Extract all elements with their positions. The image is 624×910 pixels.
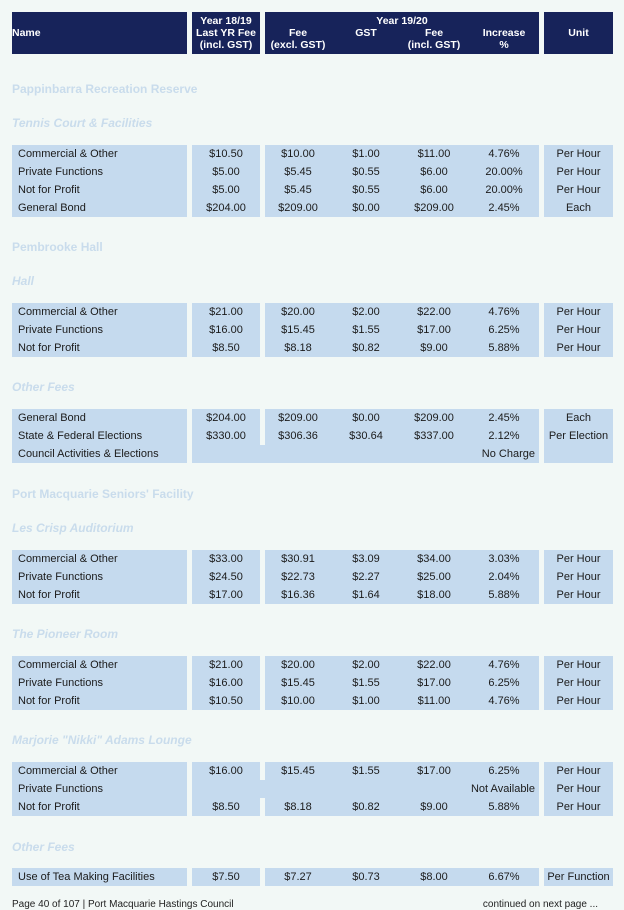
row-unit-cell [544,339,613,357]
row-fees-cell [265,427,539,445]
group-title: Other Fees [12,380,75,394]
row-name: Not for Profit [18,342,80,354]
row-last-fee: $5.00 [212,166,240,178]
row-fee-incl: $22.00 [417,659,451,671]
row-name: General Bond [18,412,86,424]
row-name-cell [12,762,187,780]
section-title: Port Macquarie Seniors' Facility [12,487,194,501]
header-fee-excl-1: Fee [288,27,308,39]
row-gst: $30.64 [349,430,383,442]
row-last-fee: $10.50 [209,695,243,707]
row-last-fee: $204.00 [206,202,246,214]
header-unit-cell [544,12,613,54]
row-last-cell [192,145,260,163]
row-name-cell [12,798,187,816]
row-name: Not for Profit [18,801,80,813]
row-gst: $0.00 [352,412,380,424]
header-fee-incl-1: Fee [424,27,444,39]
row-last-cell [192,692,260,710]
table-row [0,427,624,445]
table-row [0,586,624,604]
row-last-cell [192,339,260,357]
row-last-fee: $8.50 [212,342,240,354]
row-name: Private Functions [18,677,103,689]
group-title: Tennis Court & Facilities [12,116,153,130]
row-fee-incl: $209.00 [414,202,454,214]
row-name: Not for Profit [18,184,80,196]
row-name-cell [12,656,187,674]
table-row [0,145,624,163]
row-unit: Per Function [547,871,610,883]
row-name-cell [12,780,187,798]
row-increase: 6.67% [488,871,520,883]
table-row [0,321,624,339]
row-unit: Each [565,412,592,424]
row-last-fee: $7.50 [212,871,240,883]
row-fee-excl: $306.36 [278,430,318,442]
table-row [0,656,624,674]
row-increase: 4.76% [488,148,520,160]
row-last-cell [192,656,260,674]
row-increase: 5.88% [488,589,520,601]
row-last-fee: $10.50 [209,148,243,160]
row-increase: 6.25% [488,765,520,777]
row-name-cell [12,181,187,199]
header-fee-excl-2: (excl. GST) [270,39,326,51]
row-fee-excl: $30.91 [281,553,315,565]
row-gst: $0.82 [352,801,380,813]
row-fee-excl: $8.18 [284,342,312,354]
row-unit-cell [544,656,613,674]
table-row [0,780,624,798]
row-name: Commercial & Other [18,148,118,160]
table-row [0,762,624,780]
table-row [0,798,624,816]
header-gst: GST [355,27,377,39]
row-fee-incl: $17.00 [417,765,451,777]
row-last-cell [192,163,260,181]
row-unit: Per Hour [556,553,601,565]
row-note: No Charge [481,448,535,460]
row-last-fee: $21.00 [209,659,243,671]
page-footer [12,899,612,910]
row-name-cell [12,568,187,586]
row-last-cell [192,550,260,568]
row-name-cell [12,409,187,427]
row-unit-cell [544,868,613,886]
row-fees-cell [265,550,539,568]
table-row [0,550,624,568]
row-fee-excl: $22.73 [281,571,315,583]
row-name-cell [12,339,187,357]
row-fee-incl: $8.00 [420,871,448,883]
row-fees-cell [265,303,539,321]
row-unit: Per Hour [556,765,601,777]
row-gst: $2.00 [352,659,380,671]
row-fee-incl: $17.00 [417,677,451,689]
row-fee-incl: $209.00 [414,412,454,424]
row-increase: 6.25% [488,677,520,689]
row-increase: 20.00% [485,184,523,196]
row-unit: Per Hour [556,571,601,583]
section-title: Pappinbarra Recreation Reserve [12,82,198,96]
row-gst: $0.55 [352,184,380,196]
row-note-cell [192,445,539,463]
row-last-cell [192,303,260,321]
row-name-cell [12,427,187,445]
row-unit-cell [544,780,613,798]
row-fees-cell [265,409,539,427]
row-last-fee: $204.00 [206,412,246,424]
row-last-cell [192,568,260,586]
row-increase: 2.12% [488,430,520,442]
table-row [0,445,624,463]
row-gst: $0.55 [352,166,380,178]
row-name-cell [12,550,187,568]
row-last-fee: $24.50 [209,571,243,583]
table-row [0,199,624,217]
row-unit: Per Hour [556,589,601,601]
row-fee-excl: $209.00 [278,202,318,214]
table-row [0,409,624,427]
row-name-cell [12,586,187,604]
row-unit: Per Hour [556,677,601,689]
row-unit-cell [544,303,613,321]
row-gst: $2.27 [352,571,380,583]
row-increase: 3.03% [488,553,520,565]
row-gst: $1.64 [352,589,380,601]
row-unit: Per Hour [556,306,601,318]
row-name: Council Activities & Elections [18,448,159,460]
row-last-cell [192,868,260,886]
row-fee-incl: $11.00 [417,148,451,160]
header-name: Name [12,27,41,39]
row-fees-cell [265,339,539,357]
row-name: General Bond [18,202,86,214]
row-name: Commercial & Other [18,765,118,777]
row-unit: Per Election [548,430,609,442]
row-fee-incl: $25.00 [417,571,451,583]
row-increase: 2.04% [488,571,520,583]
row-fees-cell [265,199,539,217]
row-fee-excl: $16.36 [281,589,315,601]
row-gst: $1.00 [352,695,380,707]
row-unit-cell [544,427,613,445]
row-gst: $1.55 [352,324,380,336]
row-gst: $3.09 [352,553,380,565]
row-last-fee: $33.00 [209,553,243,565]
row-name: Use of Tea Making Facilities [18,871,155,883]
group-title: Marjorie "Nikki" Adams Lounge [12,733,192,747]
row-name: Not for Profit [18,589,80,601]
row-fee-excl: $15.45 [281,765,315,777]
row-last-cell [192,762,260,780]
row-unit-cell [544,163,613,181]
row-unit-cell [544,181,613,199]
group-title: The Pioneer Room [12,627,119,641]
row-fee-excl: $10.00 [281,695,315,707]
header-fee-incl-2: (incl. GST) [407,39,461,51]
row-unit: Each [565,202,592,214]
row-name: Private Functions [18,783,103,795]
row-last-cell [192,798,260,816]
table-row [0,568,624,586]
row-unit: Per Hour [556,324,601,336]
row-fees-cell [265,145,539,163]
row-unit: Per Hour [556,783,601,795]
row-increase: 20.00% [485,166,523,178]
header-prev-year-cell [192,12,260,54]
row-fee-incl: $11.00 [417,695,451,707]
footer-continued: continued on next page ... [482,899,598,910]
row-unit: Per Hour [556,166,601,178]
row-fees-cell [265,181,539,199]
row-last-cell [192,409,260,427]
row-unit: Per Hour [556,148,601,160]
header-cur-year-cell [265,12,539,54]
row-unit: Per Hour [556,659,601,671]
row-gst: $0.00 [352,202,380,214]
row-gst: $1.00 [352,148,380,160]
row-unit: Per Hour [556,695,601,707]
row-fee-excl: $5.45 [284,166,312,178]
row-unit-cell [544,762,613,780]
row-name-cell [12,163,187,181]
row-name-cell [12,145,187,163]
row-name: Not for Profit [18,695,80,707]
header-unit: Unit [568,27,589,39]
row-fees-cell [265,656,539,674]
row-increase: 5.88% [488,342,520,354]
row-fee-excl: $10.00 [281,148,315,160]
row-name: State & Federal Elections [18,430,143,442]
row-unit-cell [544,321,613,339]
row-unit-cell [544,409,613,427]
group-title: Other Fees [12,840,75,854]
row-last-fee: $330.00 [206,430,246,442]
row-unit-cell [544,568,613,586]
table-row [0,181,624,199]
row-fee-excl: $209.00 [278,412,318,424]
row-unit-cell [544,692,613,710]
row-increase: 4.76% [488,659,520,671]
row-name-cell [12,199,187,217]
row-last-fee: $21.00 [209,306,243,318]
row-name-cell [12,321,187,339]
row-unit-cell [544,674,613,692]
row-fees-cell [265,321,539,339]
header-prev-year: Year 18/19 [200,15,252,27]
row-fees-cell [265,868,539,886]
footer-page-info: Page 40 of 107 | Port Macquarie Hastings Council [12,899,234,910]
row-fee-incl: $9.00 [420,801,448,813]
row-fee-excl: $15.45 [281,677,315,689]
section-title: Pembrooke Hall [12,240,103,254]
header-increase-1: Increase [482,27,526,39]
row-fees-cell [265,762,539,780]
row-name-cell [12,868,187,886]
row-last-cell [192,181,260,199]
header-cur-year: Year 19/20 [376,15,428,27]
table-row [0,674,624,692]
table-row [0,303,624,321]
row-unit-cell [544,586,613,604]
row-last-cell [192,586,260,604]
row-note: Not Available [470,783,535,795]
group-title: Hall [12,274,35,288]
row-fee-incl: $6.00 [420,184,448,196]
row-last-cell [192,199,260,217]
row-unit-cell [544,145,613,163]
row-gst: $2.00 [352,306,380,318]
header-name-cell [12,12,187,54]
row-last-cell [192,674,260,692]
row-last-cell [192,321,260,339]
row-fee-incl: $9.00 [420,342,448,354]
row-name-cell [12,692,187,710]
row-increase: 6.25% [488,324,520,336]
row-fee-incl: $337.00 [414,430,454,442]
row-increase: 2.45% [488,202,520,214]
row-fee-incl: $34.00 [417,553,451,565]
row-last-fee: $17.00 [209,589,243,601]
header-prev-sub2: (incl. GST) [199,39,253,51]
row-unit-cell [544,199,613,217]
row-unit-cell [544,550,613,568]
row-unit: Per Hour [556,184,601,196]
row-fees-cell [265,798,539,816]
row-fee-incl: $22.00 [417,306,451,318]
row-unit-cell [544,798,613,816]
row-last-fee: $5.00 [212,184,240,196]
row-gst: $0.73 [352,871,380,883]
row-last-fee: $16.00 [209,677,243,689]
table-row [0,339,624,357]
row-last-fee: $16.00 [209,765,243,777]
row-fee-excl: $7.27 [284,871,312,883]
row-fee-excl: $8.18 [284,801,312,813]
group-title: Les Crisp Auditorium [12,521,134,535]
table-row [0,868,624,886]
row-last-fee: $8.50 [212,801,240,813]
row-fee-incl: $6.00 [420,166,448,178]
header-increase-2: % [499,39,509,51]
row-name: Commercial & Other [18,306,118,318]
row-name: Private Functions [18,324,103,336]
row-name-cell [12,674,187,692]
row-fees-cell [265,568,539,586]
row-fees-cell [265,586,539,604]
row-name: Commercial & Other [18,553,118,565]
row-fee-incl: $17.00 [417,324,451,336]
row-fees-cell [265,692,539,710]
row-fees-cell [265,674,539,692]
row-increase: 5.88% [488,801,520,813]
row-note-cell [192,780,539,798]
row-fees-cell [265,163,539,181]
row-increase: 2.45% [488,412,520,424]
row-name: Private Functions [18,166,103,178]
table-row [0,692,624,710]
row-last-fee: $16.00 [209,324,243,336]
row-fee-excl: $15.45 [281,324,315,336]
row-fee-excl: $20.00 [281,659,315,671]
header-prev-sub1: Last YR Fee [196,27,256,39]
row-gst: $1.55 [352,765,380,777]
row-gst: $1.55 [352,677,380,689]
row-unit: Per Hour [556,342,601,354]
row-name: Private Functions [18,571,103,583]
row-unit-cell [544,445,613,463]
row-name-cell [12,445,187,463]
row-fee-excl: $5.45 [284,184,312,196]
row-gst: $0.82 [352,342,380,354]
row-unit: Per Hour [556,801,601,813]
row-name-cell [12,303,187,321]
table-row [0,163,624,181]
row-fee-excl: $20.00 [281,306,315,318]
row-fee-incl: $18.00 [417,589,451,601]
row-increase: 4.76% [488,306,520,318]
row-name: Commercial & Other [18,659,118,671]
row-last-cell [192,427,260,445]
row-increase: 4.76% [488,695,520,707]
